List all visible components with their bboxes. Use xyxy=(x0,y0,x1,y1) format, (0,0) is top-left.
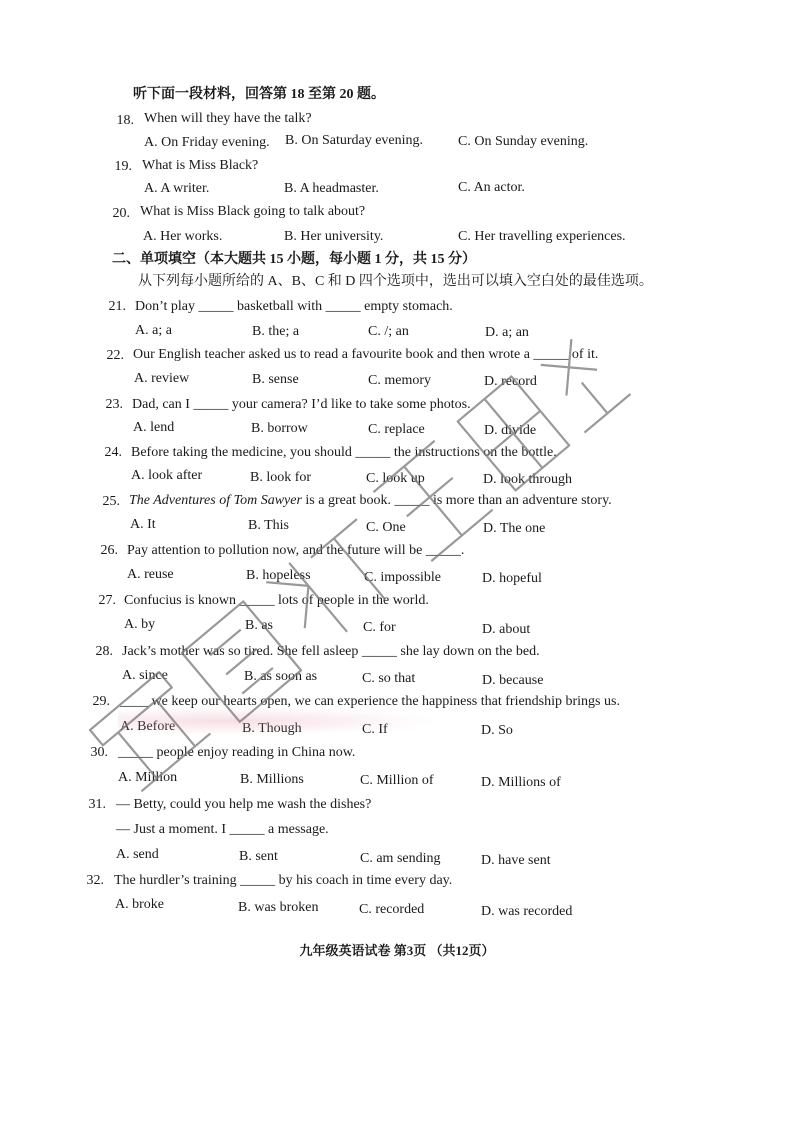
option-d: D. record xyxy=(484,374,537,389)
option-b: B. sent xyxy=(239,849,278,864)
question-number: 21. xyxy=(108,299,126,314)
question-text: Our English teacher asked us to read a favourite book and then wrote a _____ of it. xyxy=(133,347,599,362)
question-text: Dad, can I _____ your camera? I’d like to take some photos. xyxy=(132,397,471,412)
question-number: 25. xyxy=(102,494,120,509)
option-b: B. This xyxy=(248,518,289,533)
option-a: A. It xyxy=(130,517,156,532)
option-d: D. divide xyxy=(484,423,537,438)
option-a: A. since xyxy=(122,668,168,683)
listening-intro: 听下面一段材料，回答第 18 至第 20 题。 xyxy=(133,87,385,102)
question-text xyxy=(129,492,612,510)
option-c: C. replace xyxy=(368,422,425,437)
option-c: C. memory xyxy=(368,373,431,388)
option-a: A. lend xyxy=(133,420,175,435)
question-text: Pay attention to pollution now, and the future will be _____. xyxy=(127,543,465,558)
option-c: C. for xyxy=(363,620,396,635)
question-text: Don’t play _____ basketball with _____ empty stomach. xyxy=(135,299,453,314)
question-number: 18. xyxy=(116,113,134,128)
option-b: B. as soon as xyxy=(244,669,318,684)
option-a: A. broke xyxy=(115,897,164,912)
option-b: B. was broken xyxy=(238,900,319,915)
question-text: Confucius is known _____ lots of people in the world. xyxy=(124,593,429,608)
option-d: D. Millions of xyxy=(481,775,561,790)
question-number: 32. xyxy=(86,873,104,888)
option-c: C. /; an xyxy=(368,324,409,339)
option-a: A. reuse xyxy=(127,567,174,582)
option-d: D. a; an xyxy=(485,325,529,340)
question-text: — Betty, could you help me wash the dishes? xyxy=(116,797,372,812)
option-c: C. One xyxy=(366,520,406,535)
option-c: C. look up xyxy=(366,471,425,486)
option-a: A. Her works. xyxy=(143,229,223,244)
question-number: 28. xyxy=(95,644,113,659)
option-b: B. Millions xyxy=(240,772,304,787)
faded-stamp xyxy=(118,705,478,737)
option-d: D. So xyxy=(481,723,513,738)
option-b: B. hopeless xyxy=(246,568,311,583)
question-number: 19. xyxy=(114,159,132,174)
option-a: A. On Friday evening. xyxy=(144,135,270,150)
question-text: ____ we keep our hearts open, we can experience the happiness that friendship brings us. xyxy=(120,694,620,709)
question-text: What is Miss Black? xyxy=(142,158,259,173)
section-heading: 二、单项填空（本大题共 15 小题，每小题 1 分，共 15 分） xyxy=(112,252,476,267)
option-d: D. have sent xyxy=(481,853,551,868)
option-c: C. Million of xyxy=(360,773,434,788)
question-text: When will they have the talk? xyxy=(144,111,312,126)
option-d: D. was recorded xyxy=(481,904,573,919)
question-number: 31. xyxy=(88,797,106,812)
option-d: D. look through xyxy=(483,472,573,487)
question-text: What is Miss Black going to talk about? xyxy=(140,204,366,219)
option-c: C. On Sunday evening. xyxy=(458,134,589,149)
question-number: 20. xyxy=(112,206,130,221)
question-number: 22. xyxy=(106,348,124,363)
question-number: 30. xyxy=(90,745,108,760)
option-c: C. am sending xyxy=(360,851,441,866)
question-text-reply: — Just a moment. I _____ a message. xyxy=(116,822,329,837)
option-a: A. look after xyxy=(131,468,203,483)
option-b: B. A headmaster. xyxy=(284,181,379,196)
option-c: C. Her travelling experiences. xyxy=(458,229,626,244)
option-c: C. impossible xyxy=(364,570,442,585)
option-c: C. If xyxy=(362,722,388,737)
option-a: A. A writer. xyxy=(144,181,210,196)
option-b: B. look for xyxy=(250,470,312,485)
option-b: B. On Saturday evening. xyxy=(285,133,424,148)
question-number: 23. xyxy=(105,397,123,412)
option-a: A. send xyxy=(116,847,159,862)
question-text: Jack’s mother was so tired. She fell asleep _____ she lay down on the bed. xyxy=(122,644,540,659)
option-a: A. Before xyxy=(120,719,176,734)
question-text: Before taking the medicine, you should _____ the instructions on the bottle. xyxy=(131,445,557,460)
question-text: _____ people enjoy reading in China now. xyxy=(118,745,356,760)
option-b: B. as xyxy=(245,618,273,633)
option-a: A. by xyxy=(124,617,156,632)
question-number: 24. xyxy=(104,445,122,460)
option-b: B. borrow xyxy=(251,421,308,436)
option-b: B. sense xyxy=(252,372,299,387)
option-c: C. so that xyxy=(362,671,416,686)
page-footer: 九年级英语试卷 第3页 （共12页） xyxy=(299,943,495,958)
option-b: B. the; a xyxy=(252,324,300,339)
option-c: C. recorded xyxy=(359,902,425,917)
question-text: The hurdler’s training _____ by his coach in time every day. xyxy=(114,873,453,888)
option-b: B. Her university. xyxy=(284,229,384,244)
option-d: D. hopeful xyxy=(482,571,542,586)
option-c: C. An actor. xyxy=(458,180,525,195)
option-b: B. Though xyxy=(242,721,302,736)
option-d: D. because xyxy=(482,673,544,688)
question-number: 27. xyxy=(98,593,116,608)
option-a: A. a; a xyxy=(135,323,172,338)
section-instruction: 从下列每小题所给的 A、B、C 和 D 四个选项中，选出可以填入空白处的最佳选项。 xyxy=(138,274,653,289)
question-number: 26. xyxy=(100,543,118,558)
option-a: A. review xyxy=(134,371,190,386)
question-text-rest: is a great book. _____ is more than an adventure story. xyxy=(301,493,612,508)
option-d: D. The one xyxy=(483,521,546,536)
option-d: D. about xyxy=(482,622,531,637)
option-a: A. Million xyxy=(118,770,178,785)
question-number: 29. xyxy=(92,694,110,709)
book-title: The Adventures of Tom Sawyer xyxy=(129,493,302,508)
